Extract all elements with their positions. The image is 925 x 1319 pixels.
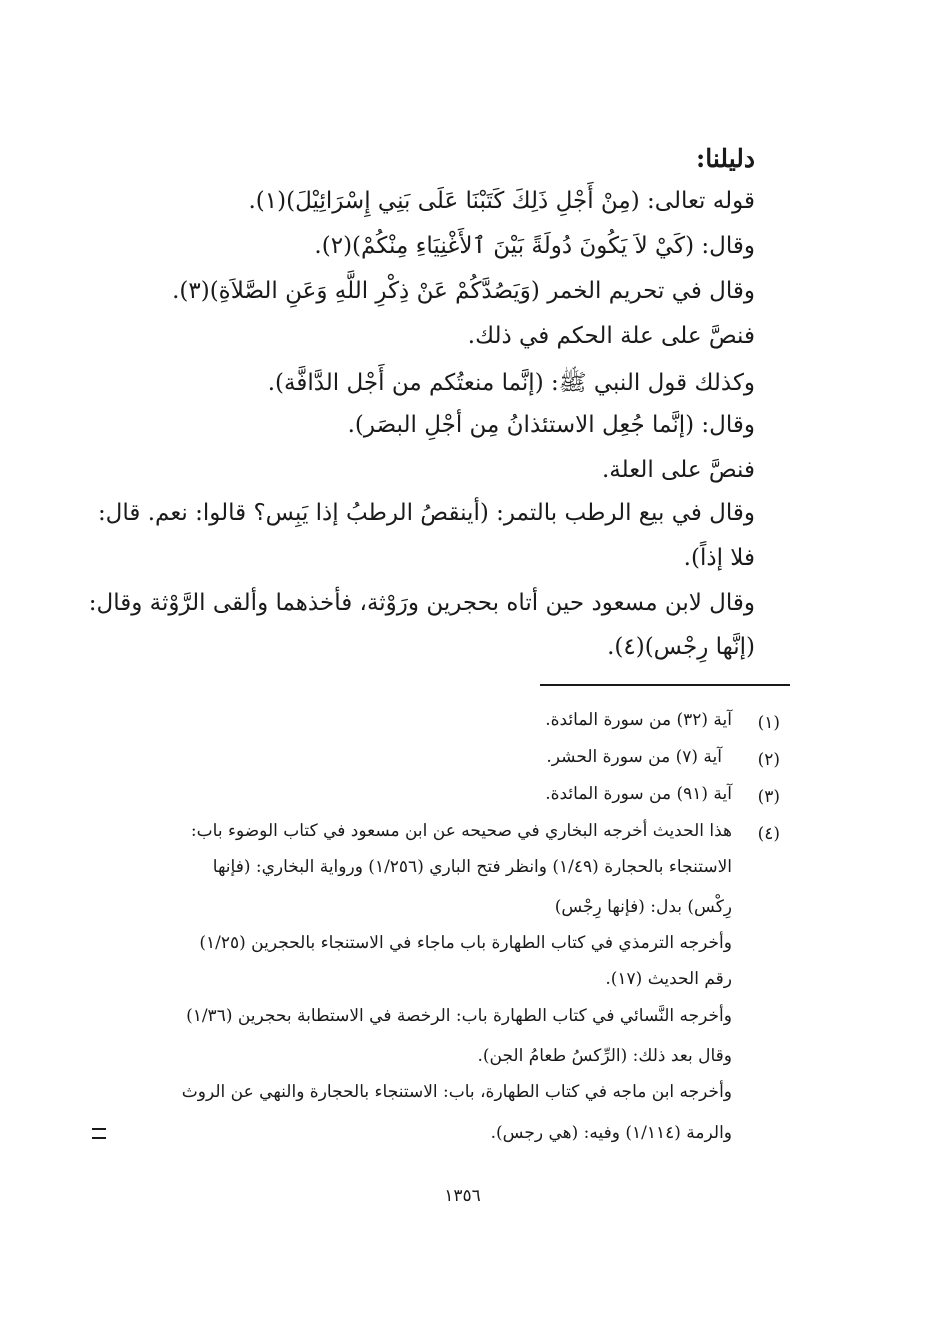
body-line-9: فلا إذاً). xyxy=(683,545,755,571)
footnote-4-line-1: هذا الحديث أخرجه البخاري في صحيحه عن ابن مسعود في كتاب الوضوء باب: xyxy=(190,821,732,841)
footnote-1-line-1: آية (٣٢) من سورة المائدة. xyxy=(545,710,732,730)
body-line-4: فنصَّ على علة الحكم في ذلك. xyxy=(467,323,755,349)
section-heading: دليلنا: xyxy=(696,144,755,173)
footnote-number-3: (٣) xyxy=(757,787,780,807)
footnote-number-2: (٢) xyxy=(757,750,780,770)
body-line-6: وقال: (إنَّما جُعِل الاستئذانُ مِن أجْلِ البصَر). xyxy=(347,412,755,438)
body-line-1: قوله تعالى: (مِنْ أَجْلِ ذَلِكَ كَتَبْنَا عَلَى بَنِي إِسْرَائِيْلَ)(١). xyxy=(248,188,755,214)
footnote-4-line-6: وأخرجه النَّسائي في كتاب الطهارة باب: الرخصة في الاستطابة بحجرين (١/٣٦) xyxy=(186,1006,732,1026)
footnote-4-line-9: والرمة (١/١١٤) وفيه: (هي رجس). xyxy=(490,1123,732,1143)
body-line-3: وقال في تحريم الخمر (وَيَصُدَّكُمْ عَنْ ذِكْرِ اللَّهِ وَعَنِ الصَّلاَةِ)(٣). xyxy=(172,278,755,304)
footnote-2-line-1: آية (٧) من سورة الحشر. xyxy=(546,747,722,767)
footnote-4-line-3: رِكْس) بدل: (فإنها رِجْس) xyxy=(554,897,732,917)
page-number: ١٣٥٦ xyxy=(444,1186,481,1206)
body-line-8: وقال في بيع الرطب بالتمر: (أينقصُ الرطبُ إذا يَبِس؟ قالوا: نعم. قال: xyxy=(97,500,755,526)
body-line-7: فنصَّ على العلة. xyxy=(602,457,755,483)
body-line-2: وقال: (كَيْ لاَ يَكُونَ دُولَةً بَيْنَ ٱلأَغْنِيَاءِ مِنْكُمْ)(٢). xyxy=(314,233,755,259)
body-line-5: وكذلك قول النبي ﷺ: (إنَّما منعتُكم من أَجْل الدَّافَّة). xyxy=(267,370,755,396)
footnote-4-line-5: رقم الحديث (١٧). xyxy=(605,969,732,989)
footnote-4-line-2: الاستنجاء بالحجارة (١/٤٩) وانظر فتح الباري (١/٢٥٦) ورواية البخاري: (فإنها xyxy=(212,857,732,877)
footnote-4-line-8: وأخرجه ابن ماجه في كتاب الطهارة، باب: الاستنجاء بالحجارة والنهي عن الروث xyxy=(181,1082,732,1102)
continuation-marker xyxy=(92,1128,106,1139)
footnote-4-line-4: وأخرجه الترمذي في كتاب الطهارة باب ماجاء في الاستنجاء بالحجرين (١/٢٥) xyxy=(199,933,732,953)
footnote-4-line-7: وقال بعد ذلك: (الرِّكسُ طعامُ الجن). xyxy=(477,1046,732,1066)
footnote-3-line-1: آية (٩١) من سورة المائدة. xyxy=(545,784,732,804)
body-line-10: وقال لابن مسعود حين أتاه بحجرين ورَوْثة، فأخذهما وألقى الرَّوْثة وقال: xyxy=(88,590,755,616)
footnote-separator xyxy=(540,684,790,686)
footnote-number-1: (١) xyxy=(757,713,780,733)
body-line-11: (إنَّها رِجْس)(٤). xyxy=(607,634,755,660)
footnote-number-4: (٤) xyxy=(757,824,780,844)
